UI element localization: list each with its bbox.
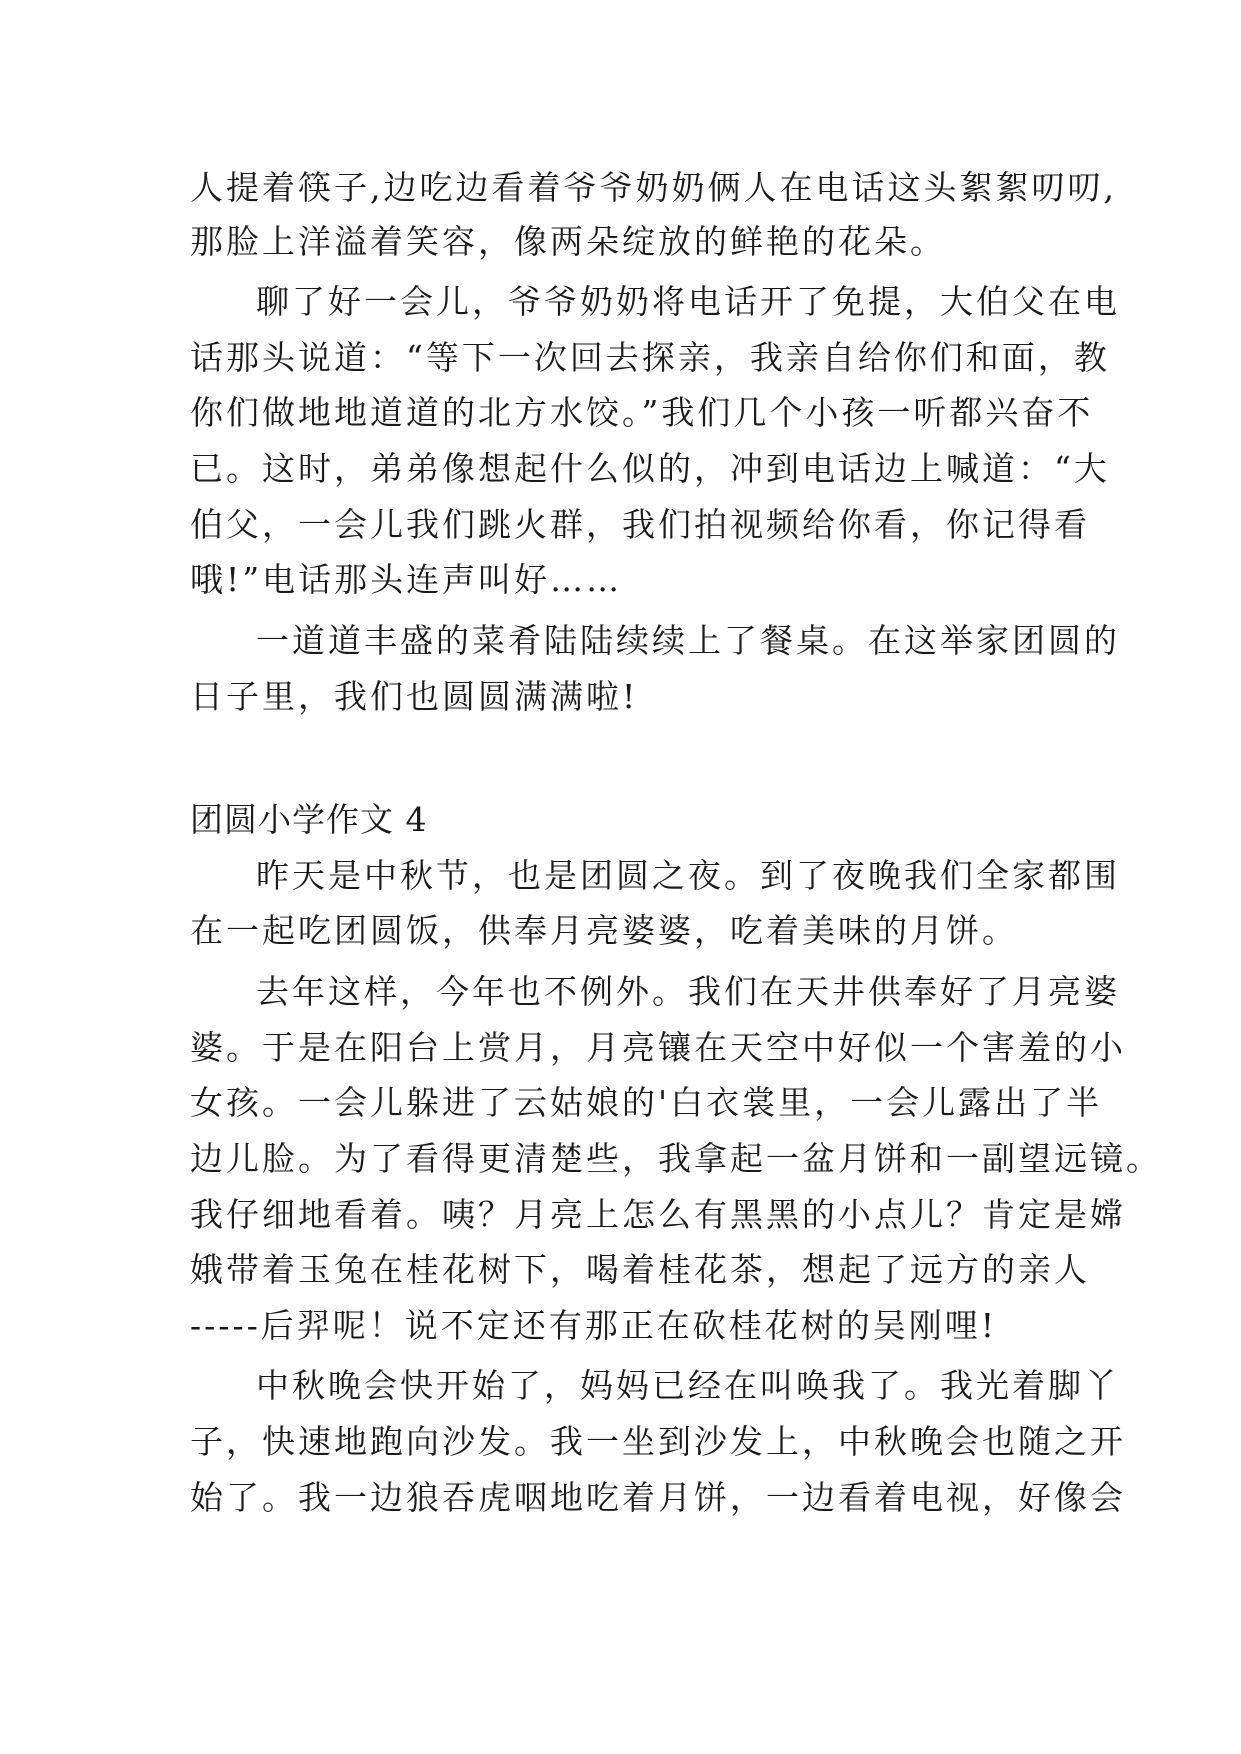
text-line: 边儿脸。为了看得更清楚些，我拿起一盆月饼和一副望远镜。 <box>190 1139 1162 1178</box>
section-heading: 团圆小学作文 4 <box>190 800 428 839</box>
text-line: 子，快速地跑向沙发。我一坐到沙发上，中秋晚会也随之开 <box>190 1422 1126 1461</box>
text-line: 人提着筷子,边吃边看着爷爷奶奶俩人在电话这头絮絮叨叨, <box>190 168 1117 207</box>
text-line: 哦!”电话那头连声叫好…… <box>190 560 623 599</box>
text-line: 去年这样，今年也不例外。我们在天井供奉好了月亮婆 <box>256 972 1120 1011</box>
text-line: -----后羿呢！说不定还有那正在砍桂花树的吴刚哩! <box>190 1306 998 1345</box>
text-line: 女孩。一会儿躲进了云姑娘的'白衣裳里，一会儿露出了半 <box>190 1083 1103 1122</box>
text-line: 伯父，一会儿我们跳火群，我们拍视频给你看，你记得看 <box>190 505 1090 544</box>
text-line: 话那头说道：“等下一次回去探亲，我亲自给你们和面，教 <box>190 338 1110 377</box>
text-line: 你们做地地道道的北方水饺。”我们几个小孩一听都兴奋不 <box>190 393 1094 432</box>
text-line: 中秋晚会快开始了，妈妈已经在叫唤我了。我光着脚丫 <box>256 1366 1120 1405</box>
text-line: 已。这时，弟弟像想起什么似的，冲到电话边上喊道：“大 <box>190 449 1110 488</box>
text-line: 始了。我一边狼吞虎咽地吃着月饼，一边看着电视，好像会 <box>190 1478 1126 1517</box>
text-line: 日子里，我们也圆圆满满啦! <box>190 677 639 716</box>
text-line: 聊了好一会儿，爷爷奶奶将电话开了免提，大伯父在电 <box>256 282 1120 321</box>
text-line: 婆。于是在阳台上赏月，月亮镶在天空中好似一个害羞的小 <box>190 1028 1126 1067</box>
text-line: 娥带着玉兔在桂花树下，喝着桂花茶，想起了远方的亲人 <box>190 1250 1090 1289</box>
text-line: 在一起吃团圆饭，供奉月亮婆婆，吃着美味的月饼。 <box>190 911 1018 950</box>
text-line: 我仔细地看着。咦？月亮上怎么有黑黑的小点儿？肯定是嫦 <box>190 1195 1126 1234</box>
text-line: 一道道丰盛的菜肴陆陆续续上了餐桌。在这举家团圆的 <box>256 621 1120 660</box>
text-line: 昨天是中秋节，也是团圆之夜。到了夜晚我们全家都围 <box>256 856 1120 895</box>
text-line: 那脸上洋溢着笑容，像两朵绽放的鲜艳的花朵。 <box>190 222 946 261</box>
